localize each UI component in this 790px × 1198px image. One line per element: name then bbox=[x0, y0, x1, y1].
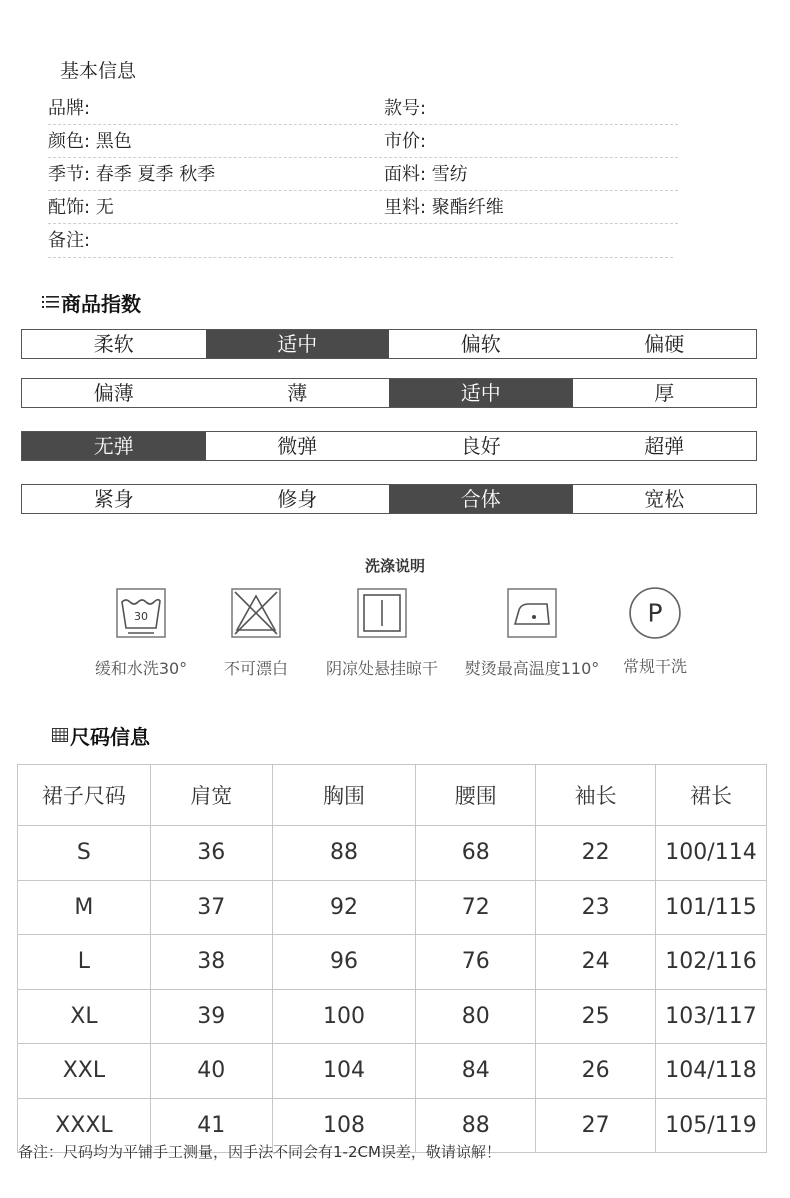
table-cell: 76 bbox=[416, 935, 536, 990]
index-option: 偏软 bbox=[460, 332, 501, 356]
wash-label: 缓和水洗30° bbox=[94, 659, 188, 678]
table-cell: 92 bbox=[272, 880, 416, 935]
table-cell: 104 bbox=[272, 1044, 416, 1099]
washing-title: 洗涤说明 bbox=[364, 557, 425, 575]
index-option: 修身 bbox=[277, 487, 318, 511]
table-cell: 36 bbox=[150, 826, 272, 881]
table-cell: 96 bbox=[272, 935, 416, 990]
size-table-header bbox=[18, 765, 767, 826]
table-cell: XL bbox=[18, 989, 151, 1044]
column-header: 裙子尺码 bbox=[18, 765, 151, 826]
divider bbox=[48, 223, 678, 224]
table-cell: 108 bbox=[272, 1098, 416, 1153]
wash-item bbox=[318, 588, 446, 679]
table-row bbox=[18, 935, 767, 990]
wash-label: 熨烫最高温度110° bbox=[464, 659, 600, 678]
index-option: 偏硬 bbox=[644, 332, 685, 356]
index-option: 偏薄 bbox=[93, 381, 134, 405]
table-cell: 88 bbox=[272, 826, 416, 881]
table-cell: S bbox=[18, 826, 151, 881]
price-field: 市价: bbox=[384, 131, 427, 152]
table-cell: 23 bbox=[536, 880, 656, 935]
wash-label: 阴凉处悬挂晾干 bbox=[325, 659, 438, 678]
table-cell: 24 bbox=[536, 935, 656, 990]
product-index-title: 商品指数 bbox=[61, 292, 141, 316]
table-cell: 101/115 bbox=[656, 880, 767, 935]
column-header: 胸围 bbox=[272, 765, 416, 826]
lining-field: 里料: 聚酯纤维 bbox=[384, 197, 504, 218]
wash-label: 不可漂白 bbox=[223, 659, 288, 678]
wash-label: 常规干洗 bbox=[622, 657, 687, 676]
index-option-selected: 无弹 bbox=[22, 432, 206, 460]
table-cell: 103/117 bbox=[656, 989, 767, 1044]
table-cell: L bbox=[18, 935, 151, 990]
table-row bbox=[18, 1044, 767, 1099]
table-cell: 100/114 bbox=[656, 826, 767, 881]
column-header: 肩宽 bbox=[150, 765, 272, 826]
index-option-selected: 适中 bbox=[389, 379, 573, 407]
line-dry-shade-icon bbox=[357, 588, 407, 638]
index-option: 超弹 bbox=[644, 434, 685, 458]
accessory-field: 配饰: 无 bbox=[48, 197, 114, 218]
fit-index-row bbox=[21, 484, 757, 514]
table-cell: 22 bbox=[536, 826, 656, 881]
wash-30-icon bbox=[116, 588, 166, 638]
index-option: 微弹 bbox=[277, 434, 318, 458]
table-cell: XXXL bbox=[18, 1098, 151, 1153]
size-note: 备注：尺码均为平铺手工测量，因手法不同会有1-2CM误差，敬请谅解！ bbox=[18, 1143, 501, 1161]
svg-text:30: 30 bbox=[134, 610, 148, 623]
table-row bbox=[18, 989, 767, 1044]
remark-field: 备注: bbox=[48, 230, 91, 251]
table-cell: 25 bbox=[536, 989, 656, 1044]
table-cell: 37 bbox=[150, 880, 272, 935]
color-field: 颜色: 黑色 bbox=[48, 131, 132, 152]
index-option-selected: 合体 bbox=[389, 485, 573, 513]
brand-field: 品牌: bbox=[48, 98, 91, 119]
table-cell: M bbox=[18, 880, 151, 935]
elasticity-index-row bbox=[21, 431, 757, 461]
fabric-field: 面料: 雪纺 bbox=[384, 164, 468, 185]
list-icon bbox=[42, 295, 59, 309]
divider bbox=[48, 190, 678, 191]
size-table bbox=[17, 764, 767, 1153]
divider bbox=[48, 257, 673, 258]
table-cell: 41 bbox=[150, 1098, 272, 1153]
index-option: 柔软 bbox=[93, 332, 134, 356]
table-row bbox=[18, 826, 767, 881]
style-no-field: 款号: bbox=[384, 98, 427, 119]
table-cell: 27 bbox=[536, 1098, 656, 1153]
table-cell: 100 bbox=[272, 989, 416, 1044]
table-cell: 102/116 bbox=[656, 935, 767, 990]
column-header: 袖长 bbox=[536, 765, 656, 826]
table-cell: 72 bbox=[416, 880, 536, 935]
table-cell: 80 bbox=[416, 989, 536, 1044]
season-field: 季节: 春季 夏季 秋季 bbox=[48, 164, 216, 185]
table-cell: 26 bbox=[536, 1044, 656, 1099]
index-option: 良好 bbox=[460, 434, 501, 458]
table-cell: 84 bbox=[416, 1044, 536, 1099]
basic-info-title: 基本信息 bbox=[60, 60, 137, 82]
no-bleach-icon bbox=[231, 588, 281, 638]
table-cell: 104/118 bbox=[656, 1044, 767, 1099]
wash-item bbox=[458, 588, 606, 679]
softness-index-row bbox=[21, 329, 757, 359]
table-cell: 39 bbox=[150, 989, 272, 1044]
table-cell: 68 bbox=[416, 826, 536, 881]
divider bbox=[48, 124, 678, 125]
divider bbox=[48, 157, 678, 158]
dry-clean-icon bbox=[628, 586, 682, 640]
index-option: 厚 bbox=[654, 381, 675, 405]
index-option: 宽松 bbox=[644, 487, 685, 511]
thickness-index-row bbox=[21, 378, 757, 408]
table-cell: 38 bbox=[150, 935, 272, 990]
column-header: 裙长 bbox=[656, 765, 767, 826]
index-option-selected: 适中 bbox=[206, 330, 390, 358]
iron-icon bbox=[507, 588, 557, 638]
index-option: 紧身 bbox=[93, 487, 134, 511]
wash-item bbox=[90, 588, 192, 679]
column-header: 腰围 bbox=[416, 765, 536, 826]
table-cell: 88 bbox=[416, 1098, 536, 1153]
size-info-title: 尺码信息 bbox=[70, 725, 150, 749]
svg-text:P: P bbox=[647, 598, 663, 628]
wash-item bbox=[610, 588, 700, 677]
table-cell: XXL bbox=[18, 1044, 151, 1099]
table-icon bbox=[52, 728, 68, 742]
table-cell: 105/119 bbox=[656, 1098, 767, 1153]
table-row bbox=[18, 880, 767, 935]
table-cell: 40 bbox=[150, 1044, 272, 1099]
wash-item bbox=[206, 588, 306, 679]
index-option: 薄 bbox=[287, 381, 308, 405]
